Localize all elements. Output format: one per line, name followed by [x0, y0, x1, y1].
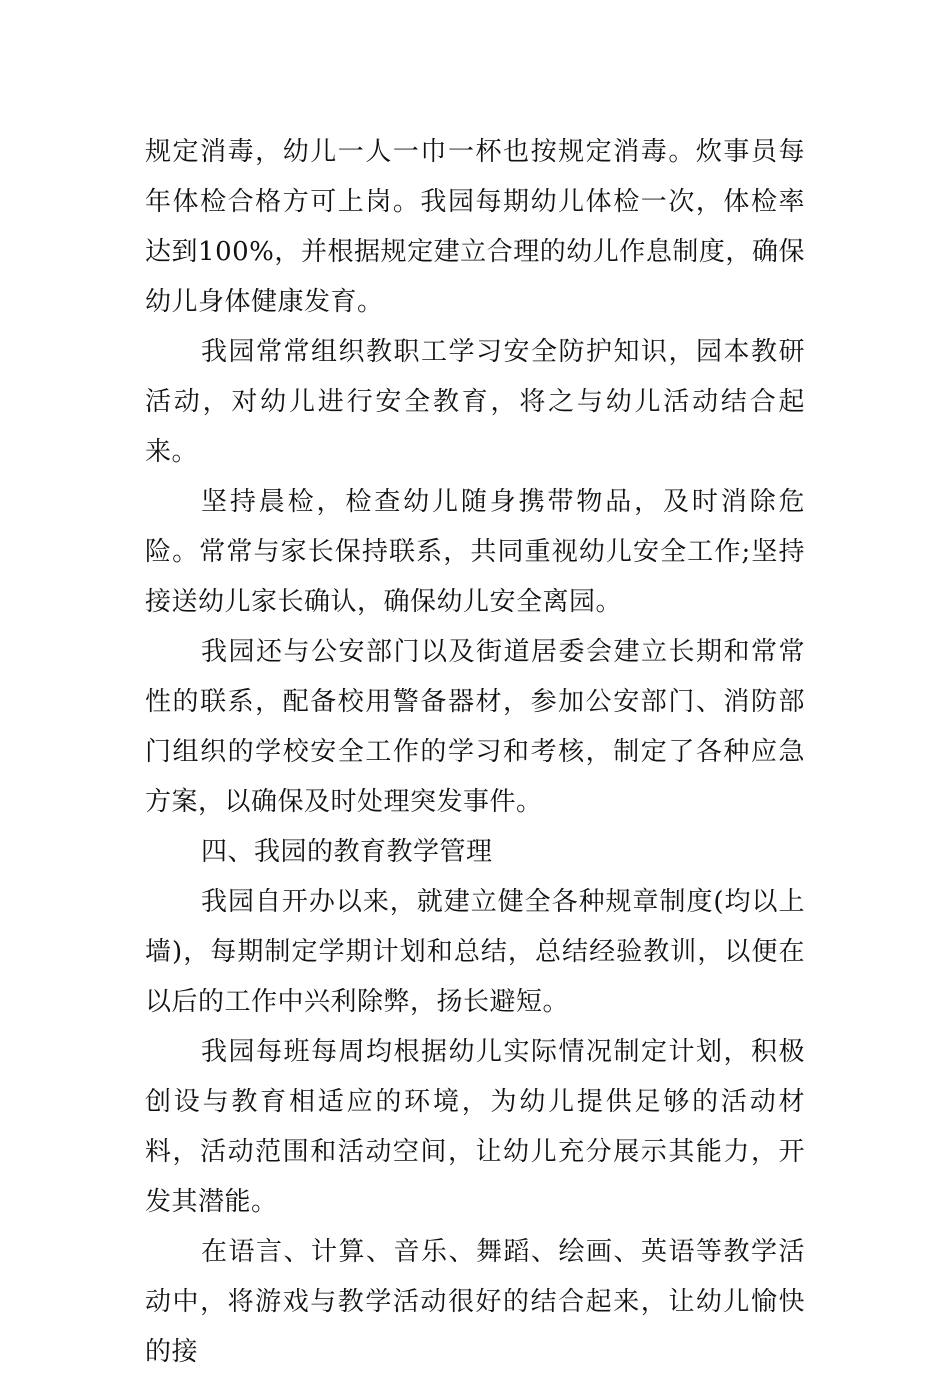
paragraph-weekly-plans: 我园每班每周均根据幼儿实际情况制定计划，积极创设与教育相适应的环境，为幼儿提供足够的活动材料，活动范围和活动空间，让幼儿充分展示其能力，开发其潜能。	[145, 1037, 805, 1217]
paragraph-public-security: 我园还与公安部门以及街道居委会建立长期和常常性的联系，配备校用警备器材，参加公安部门、消防部门组织的学校安全工作的学习和考核，制定了各种应急方案，以确保及时处理突发事件。	[145, 637, 805, 817]
document-page	[145, 127, 805, 1377]
paragraph-safety-training: 我园常常组织教职工学习安全防护知识，园本教研活动，对幼儿进行安全教育，将之与幼儿活动结合起来。	[145, 337, 805, 467]
paragraph-morning-check: 坚持晨检，检查幼儿随身携带物品，及时消除危险。常常与家长保持联系，共同重视幼儿安全工作;坚持接送幼儿家长确认，确保幼儿安全离园。	[145, 487, 805, 617]
paragraph-rules-system: 我园自开办以来，就建立健全各种规章制度(均以上墙)，每期制定学期计划和总结，总结经验教训，以便在以后的工作中兴利除弊，扬长避短。	[145, 887, 805, 1017]
paragraph-teaching-activities: 在语言、计算、音乐、舞蹈、绘画、英语等教学活动中，将游戏与教学活动很好的结合起来，让幼儿愉快的接	[145, 1237, 805, 1367]
paragraph-hygiene: 规定消毒，幼儿一人一巾一杯也按规定消毒。炊事员每年体检合格方可上岗。我园每期幼儿体检一次，体检率达到100%，并根据规定建立合理的幼儿作息制度，确保幼儿身体健康发育。	[145, 137, 805, 317]
section-heading-teaching-management: 四、我园的教育教学管理	[201, 837, 493, 867]
